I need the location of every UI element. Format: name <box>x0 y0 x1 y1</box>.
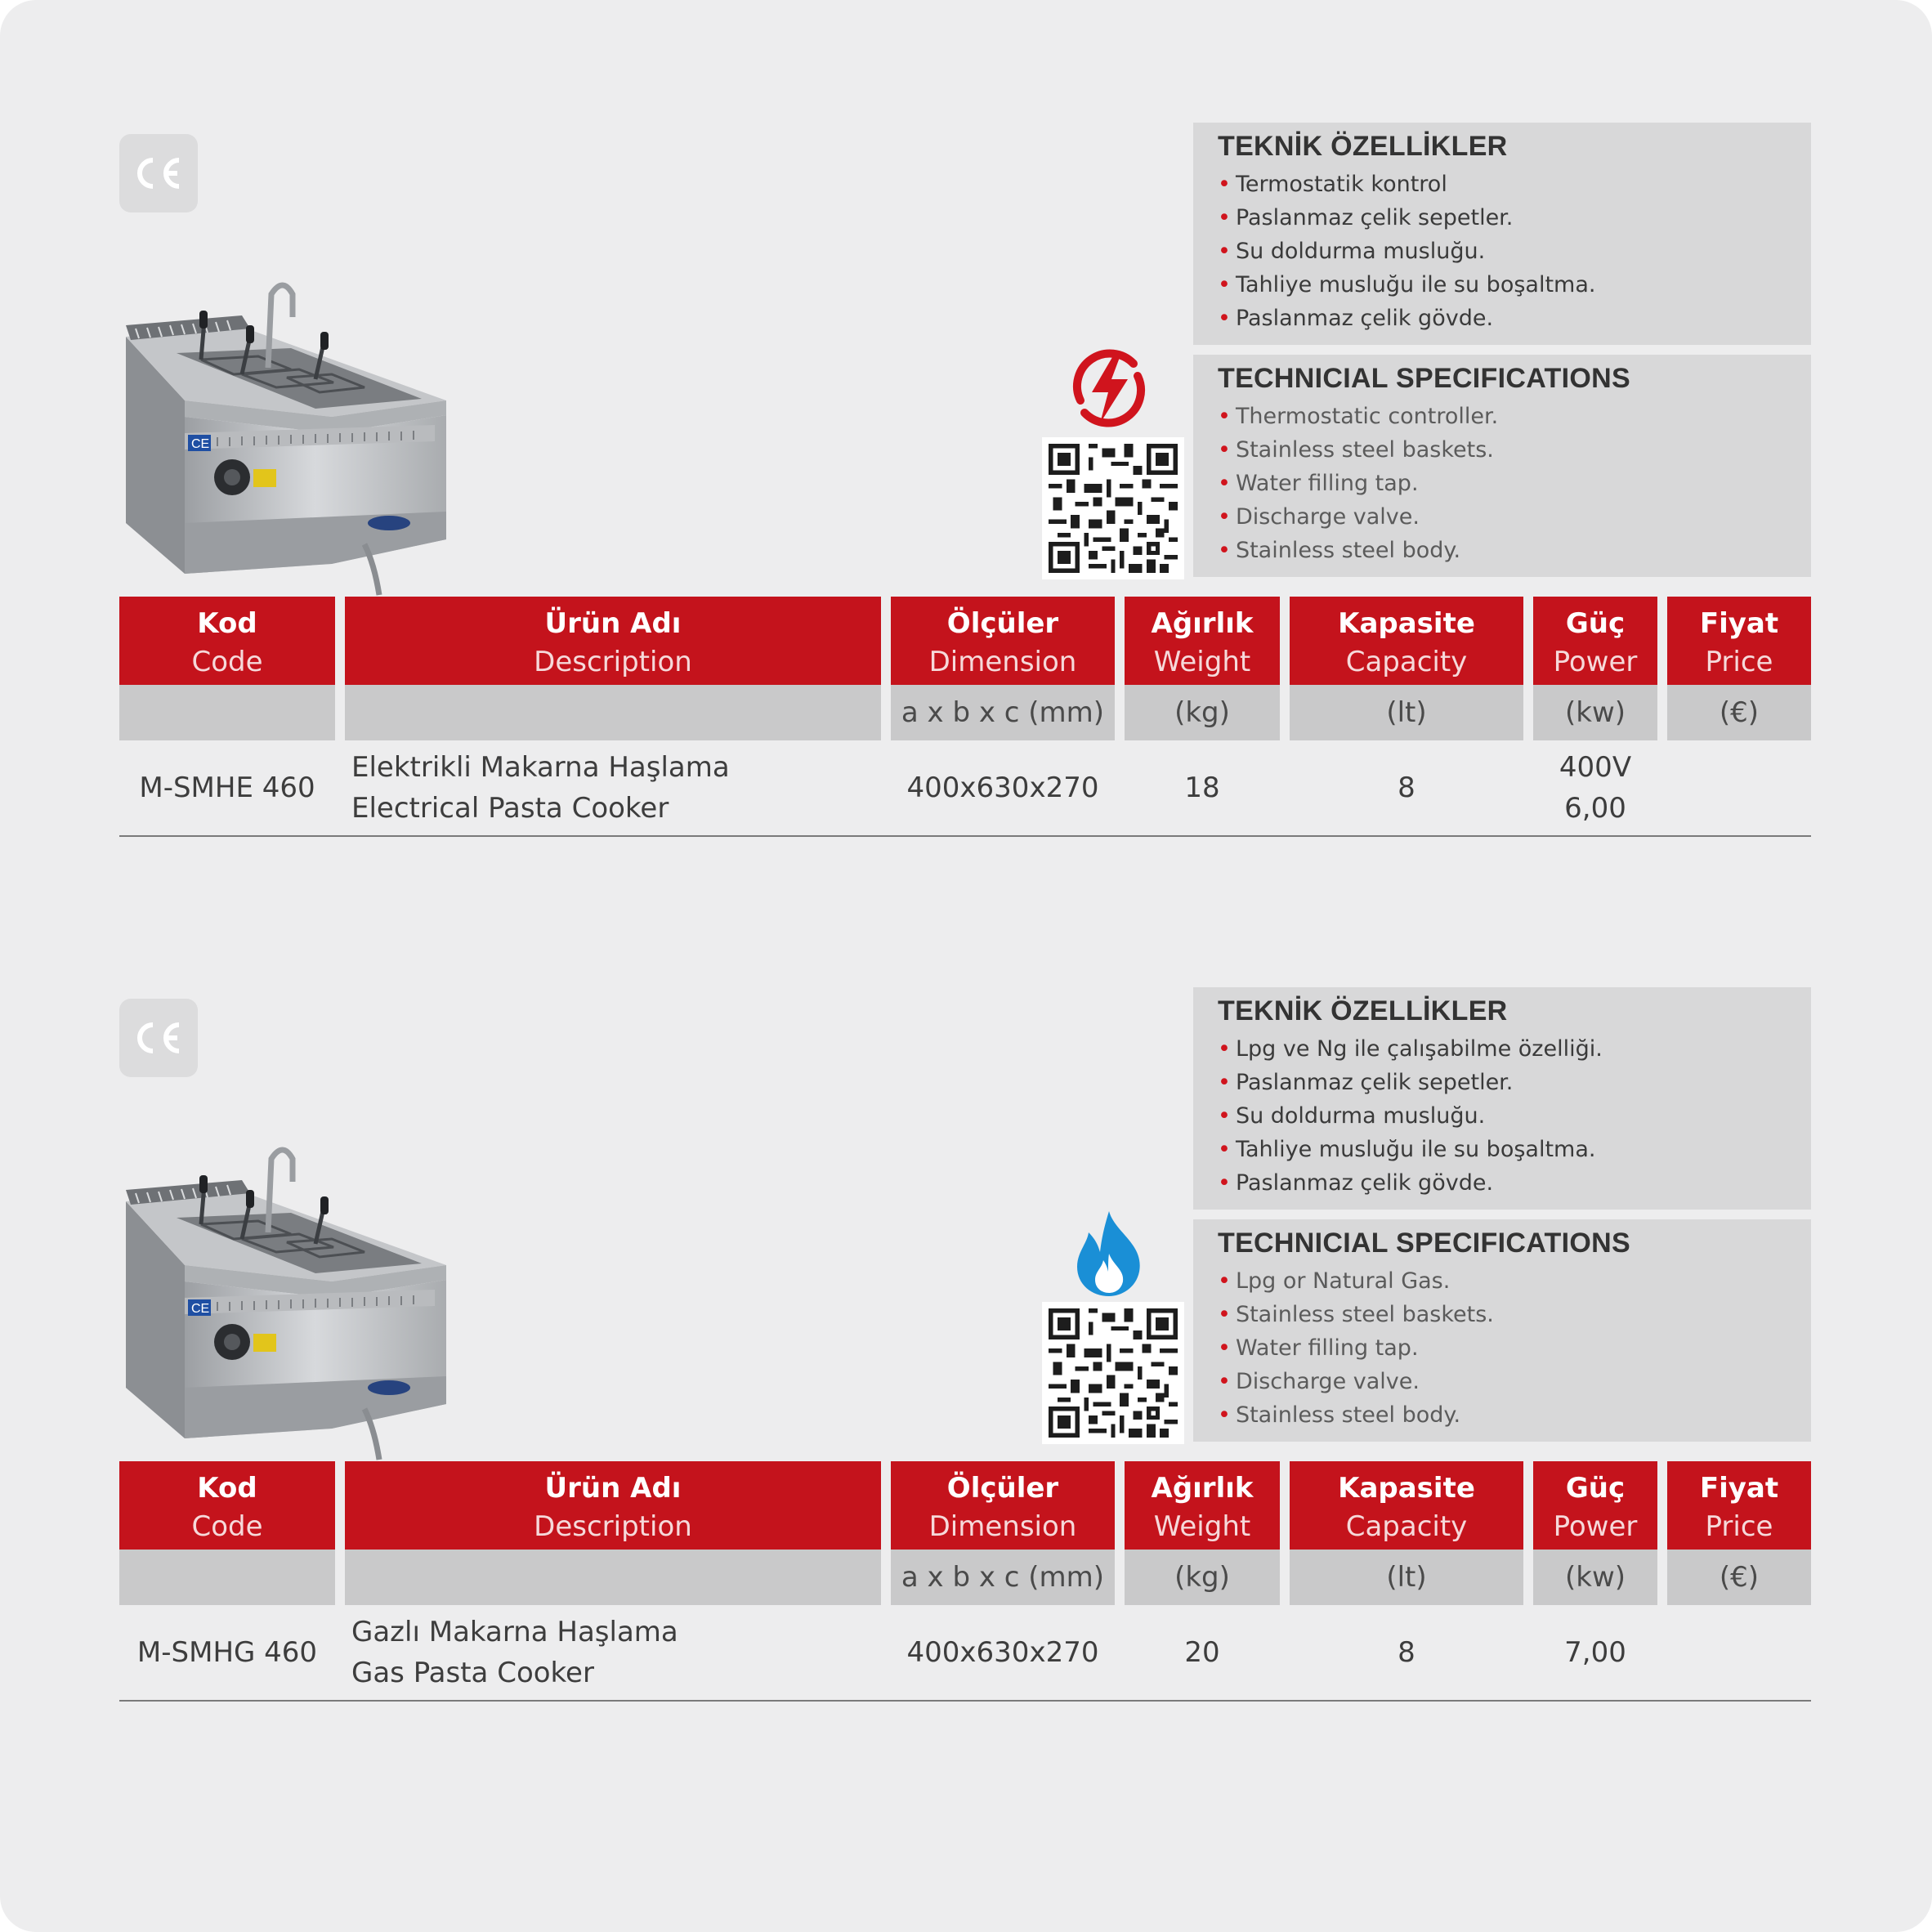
table-row <box>119 1605 1811 1702</box>
specs-tr-list <box>1218 1032 1787 1200</box>
header-code <box>119 597 335 685</box>
pasta-cooker-image <box>119 278 454 597</box>
spec-item <box>1218 201 1787 235</box>
header-label-tr: Kod <box>197 1472 257 1505</box>
cell-text-desc-tr: Elektrikli Makarna Haşlama <box>351 751 730 784</box>
header-dimension <box>891 1461 1115 1550</box>
header-price <box>1667 597 1811 685</box>
header-label-tr: Fiyat <box>1699 1472 1779 1505</box>
header-label-en: Code <box>191 1510 263 1543</box>
bullet-icon: • <box>1218 404 1231 429</box>
cell-text-desc-en: Gas Pasta Cooker <box>351 1657 594 1689</box>
cell-description <box>345 740 881 835</box>
spec-item <box>1218 500 1787 534</box>
bullet-icon: • <box>1218 272 1231 297</box>
pasta-cooker-image <box>119 1143 454 1461</box>
bullet-icon: • <box>1218 1070 1231 1095</box>
header-code <box>119 1461 335 1550</box>
header-dimension <box>891 597 1115 685</box>
spec-item-text: Discharge valve. <box>1235 504 1420 530</box>
cell-text-power-line1: 7,00 <box>1564 1636 1626 1669</box>
header-label-en: Code <box>191 646 263 678</box>
qr-code[interactable] <box>1042 1302 1184 1444</box>
header-weight <box>1125 1461 1280 1550</box>
header-label-tr: Kod <box>197 607 257 640</box>
bullet-icon: • <box>1218 1335 1231 1361</box>
spec-item-text: Stainless steel baskets. <box>1235 1302 1494 1327</box>
unit-weight: (kg) <box>1125 685 1280 740</box>
unit-dimension: a x b x c (mm) <box>891 1550 1115 1605</box>
spec-item <box>1218 467 1787 500</box>
cell-power <box>1533 1605 1657 1700</box>
header-weight <box>1125 597 1280 685</box>
spec-item-text: Discharge valve. <box>1235 1369 1420 1394</box>
technical-features-tr <box>1193 123 1811 345</box>
spec-item <box>1218 1032 1787 1066</box>
cell-price <box>1667 740 1811 835</box>
header-label-en: Capacity <box>1345 646 1468 678</box>
header-label-tr: Ürün Adı <box>544 1472 682 1505</box>
spec-item-text: Paslanmaz çelik gövde. <box>1235 1170 1494 1196</box>
header-label-tr: Kapasite <box>1338 607 1475 640</box>
header-label-tr: Ürün Adı <box>544 607 682 640</box>
header-label-en: Price <box>1705 646 1773 678</box>
spec-item-text: Lpg or Natural Gas. <box>1235 1268 1451 1294</box>
cell-dimension <box>891 740 1115 835</box>
ce-mark-icon <box>119 134 198 212</box>
unit-code <box>119 685 335 740</box>
cell-text-code: M-SMHE 460 <box>139 771 315 804</box>
spec-item-text: Termostatik kontrol <box>1235 172 1447 197</box>
cell-text-power-line1: 400V <box>1559 751 1632 784</box>
spec-item <box>1218 302 1787 335</box>
cell-dimension <box>891 1605 1115 1700</box>
unit-code <box>119 1550 335 1605</box>
bullet-icon: • <box>1218 504 1231 530</box>
header-power <box>1533 597 1657 685</box>
bullet-icon: • <box>1218 437 1231 463</box>
spec-item-text: Paslanmaz çelik sepetler. <box>1235 1070 1514 1095</box>
unit-capacity: (lt) <box>1290 1550 1523 1605</box>
spec-item <box>1218 1166 1787 1200</box>
header-power <box>1533 1461 1657 1550</box>
spec-item <box>1218 1365 1787 1398</box>
cell-capacity <box>1290 740 1523 835</box>
header-label-en: Weight <box>1153 1510 1251 1543</box>
spec-item-text: Water filling tap. <box>1235 1335 1419 1361</box>
electric-bolt-icon <box>1064 343 1154 433</box>
bullet-icon: • <box>1218 172 1231 197</box>
unit-description <box>345 685 881 740</box>
cell-text-dimension: 400x630x270 <box>906 771 1099 804</box>
bullet-icon: • <box>1218 1170 1231 1196</box>
specs-tr-list <box>1218 168 1787 335</box>
technical-features-tr <box>1193 987 1811 1210</box>
unit-weight: (kg) <box>1125 1550 1280 1605</box>
header-label-en: Dimension <box>928 1510 1077 1543</box>
header-label-tr: Fiyat <box>1699 607 1779 640</box>
spec-item-text: Stainless steel body. <box>1235 1402 1461 1428</box>
spec-item-text: Su doldurma musluğu. <box>1235 1103 1486 1129</box>
header-label-tr: Güç <box>1565 607 1626 640</box>
spec-item-text: Water filling tap. <box>1235 471 1419 496</box>
header-label-en: Weight <box>1153 646 1251 678</box>
header-label-tr: Ağırlık <box>1151 607 1254 640</box>
header-capacity <box>1290 597 1523 685</box>
cell-text-capacity: 8 <box>1398 771 1415 804</box>
bullet-icon: • <box>1218 1103 1231 1129</box>
header-capacity <box>1290 1461 1523 1550</box>
header-label-tr: Ağırlık <box>1151 1472 1254 1505</box>
bullet-icon: • <box>1218 1369 1231 1394</box>
bullet-icon: • <box>1218 1402 1231 1428</box>
cell-description <box>345 1605 881 1700</box>
spec-item-text: Stainless steel baskets. <box>1235 437 1494 463</box>
specs-en-list <box>1218 400 1787 567</box>
spec-item <box>1218 1264 1787 1298</box>
technical-specifications-en <box>1193 355 1811 577</box>
cell-text-dimension: 400x630x270 <box>906 1636 1099 1669</box>
header-label-en: Description <box>534 1510 692 1543</box>
spec-item-text: Stainless steel body. <box>1235 538 1461 563</box>
bullet-icon: • <box>1218 471 1231 496</box>
unit-price: (€) <box>1667 1550 1811 1605</box>
cell-weight <box>1125 740 1280 835</box>
spec-item-text: Tahliye musluğu ile su boşaltma. <box>1235 272 1596 297</box>
bullet-icon: • <box>1218 538 1231 563</box>
gas-flame-icon <box>1064 1208 1154 1298</box>
header-label-tr: Ölçüler <box>946 607 1059 640</box>
header-label-en: Price <box>1705 1510 1773 1543</box>
cell-price <box>1667 1605 1811 1700</box>
header-label-tr: Ölçüler <box>946 1472 1059 1505</box>
cell-text-desc-tr: Gazlı Makarna Haşlama <box>351 1616 678 1648</box>
spec-item-text: Su doldurma musluğu. <box>1235 239 1486 264</box>
spec-item-text: Lpg ve Ng ile çalışabilme özelliği. <box>1235 1036 1603 1062</box>
spec-item <box>1218 534 1787 567</box>
spec-item <box>1218 433 1787 467</box>
bullet-icon: • <box>1218 1036 1231 1062</box>
unit-description <box>345 1550 881 1605</box>
cell-text-capacity: 8 <box>1398 1636 1415 1669</box>
svg-text:CE: CE <box>191 1302 210 1316</box>
spec-item <box>1218 1066 1787 1099</box>
header-description <box>345 597 881 685</box>
spec-item <box>1218 1099 1787 1133</box>
header-label-en: Power <box>1553 646 1638 678</box>
spec-item <box>1218 1398 1787 1432</box>
specs-tr-title: TEKNİK ÖZELLİKLER <box>1218 995 1508 1026</box>
header-price <box>1667 1461 1811 1550</box>
cell-text-code: M-SMHG 460 <box>136 1636 318 1669</box>
cell-text-weight: 18 <box>1184 771 1220 804</box>
unit-dimension: a x b x c (mm) <box>891 685 1115 740</box>
spec-item <box>1218 168 1787 201</box>
cell-text-power-line2: 6,00 <box>1564 792 1626 825</box>
spec-item <box>1218 268 1787 302</box>
bullet-icon: • <box>1218 239 1231 264</box>
ce-mark-icon <box>119 999 198 1077</box>
svg-text:CE: CE <box>191 437 210 451</box>
product-section-gas <box>0 987 1932 1854</box>
specs-en-title: TECHNICIAL SPECIFICATIONS <box>1218 1228 1630 1259</box>
header-label-en: Dimension <box>928 646 1077 678</box>
spec-item <box>1218 1133 1787 1166</box>
cell-weight <box>1125 1605 1280 1700</box>
spec-item-text: Tahliye musluğu ile su boşaltma. <box>1235 1137 1596 1162</box>
cell-text-weight: 20 <box>1184 1636 1220 1669</box>
header-label-tr: Güç <box>1565 1472 1626 1505</box>
spec-item <box>1218 235 1787 268</box>
table-row <box>119 740 1811 837</box>
cell-power <box>1533 740 1657 835</box>
bullet-icon: • <box>1218 1137 1231 1162</box>
header-label-tr: Kapasite <box>1338 1472 1475 1505</box>
specs-tr-title: TEKNİK ÖZELLİKLER <box>1218 131 1508 162</box>
unit-price: (€) <box>1667 685 1811 740</box>
cell-code <box>119 740 335 835</box>
specs-en-list <box>1218 1264 1787 1432</box>
unit-capacity: (lt) <box>1290 685 1523 740</box>
bullet-icon: • <box>1218 1302 1231 1327</box>
header-description <box>345 1461 881 1550</box>
unit-power: (kw) <box>1533 1550 1657 1605</box>
product-section-electric <box>0 123 1932 989</box>
cell-text-desc-en: Electrical Pasta Cooker <box>351 792 669 825</box>
qr-code[interactable] <box>1042 437 1184 579</box>
spec-item-text: Thermostatic controller. <box>1235 404 1499 429</box>
spec-item <box>1218 400 1787 433</box>
header-label-en: Capacity <box>1345 1510 1468 1543</box>
spec-item <box>1218 1331 1787 1365</box>
technical-specifications-en <box>1193 1219 1811 1442</box>
header-label-en: Power <box>1553 1510 1638 1543</box>
spec-item-text: Paslanmaz çelik gövde. <box>1235 306 1494 331</box>
specs-en-title: TECHNICIAL SPECIFICATIONS <box>1218 363 1630 394</box>
bullet-icon: • <box>1218 306 1231 331</box>
bullet-icon: • <box>1218 1268 1231 1294</box>
header-label-en: Description <box>534 646 692 678</box>
spec-item <box>1218 1298 1787 1331</box>
cell-capacity <box>1290 1605 1523 1700</box>
spec-item-text: Paslanmaz çelik sepetler. <box>1235 205 1514 230</box>
bullet-icon: • <box>1218 205 1231 230</box>
cell-code <box>119 1605 335 1700</box>
unit-power: (kw) <box>1533 685 1657 740</box>
